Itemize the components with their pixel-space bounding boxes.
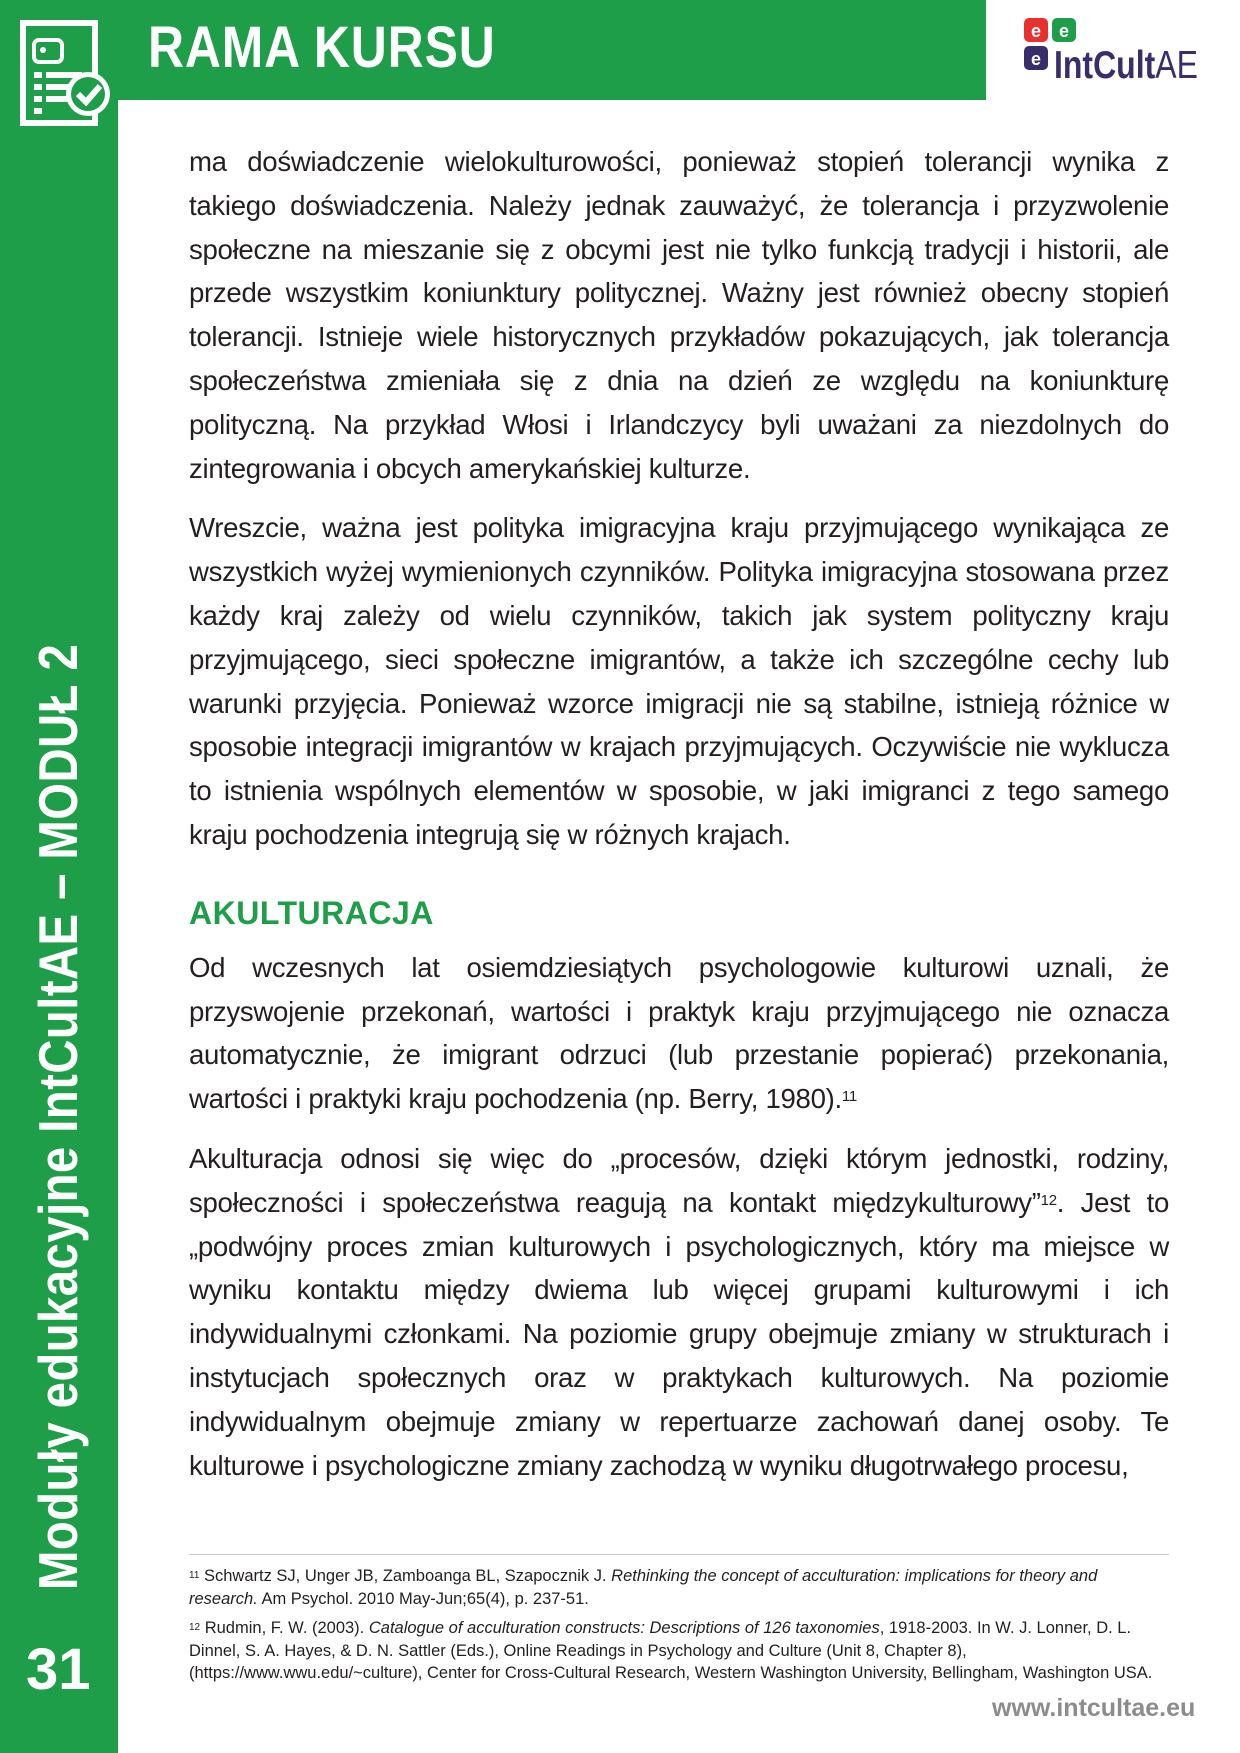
svg-text:e: e: [1030, 21, 1042, 41]
page-number: 31: [26, 1637, 91, 1702]
section-heading: AKULTURACJA: [189, 894, 434, 931]
footnote-12: $^{12}$ Rudmin, F. W. (2003). Catalogue of acculturation constructs: Descriptions of 126 taxonomies, 1918-2003. In W. J. Lonner, D. L. Dinnel, S. A. Hayes, & D. N. Sattler (Eds.), Online Readings in Psychology and Culture (Unit 8, Chapter 8), (https://www.wwu.edu/~culture), Center for Cross-Cultural Research, Western Washington University, Bellingham, Washington USA.: [189, 1619, 1153, 1682]
paragraph: Od wczesnych lat osiemdziesiątych psychologowie kulturowi uznali, że przyswojenie przekonań, wartości i praktyk kraju przyjmującego nie oznacza automatycznie, że imigrant odrzuci (lub przestanie popierać) przekonania, wartości i praktyki kraju pochodzenia (np. Berry, 1980).$^{11}$: [189, 951, 1169, 1115]
paragraph: Akulturacja odnosi się więc do „procesów, dzięki którym jednostki, rodziny, społeczności i społeczeństwa reagują na kontakt międzykulturowy”$^{12}$. Jest to „podwójny proces zmian kulturowych i psychologicznych, który ma miejsce w wyniku kontaktu między dwiema lub więcej grupami kulturowymi i ich indywidualnymi członkami. Na poziomie grupy obejmuje zmiany w strukturach i instytucjach społecznych oraz w praktykach kulturowych. Na poziomie indywidualnym obejmuje zmiany w repertuarze zachowań danej osoby. Te kulturowe i psychologiczne zmiany zachodzą w wyniku długotrwałego procesu,: [189, 1142, 1169, 1481]
footnote-ref[interactable]: 11: [841, 1088, 857, 1106]
checklist-document-icon: [20, 20, 118, 130]
footnote-ref[interactable]: 12: [1040, 1191, 1057, 1209]
culture-link[interactable]: https://www.wwu.edu/~culture: [194, 1664, 413, 1682]
website-link[interactable]: www.intcultae.eu: [992, 1694, 1196, 1722]
page-title: RAMA KURSU: [148, 15, 496, 80]
main-content: [189, 140, 1169, 1503]
paragraph: Wreszcie, ważna jest polityka imigracyjna kraju przyjmującego wynikająca ze wszystkich wyżej wymienionych czynników. Polityka imigracyjna stosowana przez każdy kraj zależy od wielu czynników, takich jak system polityczny kraju przyjmującego, sieci społeczne imigrantów, a także ich szczególne cechy lub warunki przyjęcia. Ponieważ wzorce imigracji nie są stabilne, istnieją różnice w sposobie integracji imigrantów w krajach przyjmujących. Oczywiście nie wyklucza to istnienia wspólnych elementów w sposobie, w jaki imigranci z tego samego kraju pochodzenia integrują się w różnych krajach.: [189, 512, 1169, 850]
logo-text: IntCultAE: [1054, 44, 1198, 87]
footnotes: [189, 1565, 1169, 1692]
paragraph: ma doświadczenie wielokulturowości, ponieważ stopień tolerancji wynika z takiego doświadczenia. Należy jednak zauważyć, że tolerancja i przyzwolenie społeczne na mieszanie się z obcymi jest nie tylko funkcją tradycji i historii, ale przede wszystkim koniunktury politycznej. Ważny jest również obecny stopień tolerancji. Istnieje wiele historycznych przykładów pokazujących, jak tolerancja społeczeństwa zmieniała się z dnia na dzień ze względu na koniunkturę polityczną. Na przykład Włosi i Irlandczycy byli uważani za niezdolnych do zintegrowania i obcych amerykańskiej kulturze.: [189, 146, 1169, 484]
svg-text:e: e: [1058, 21, 1070, 41]
footnote-11: $^{11}$ Schwartz SJ, Unger JB, Zamboanga BL, Szapocznik J. Rethinking the concept of acculturation: implications for theory and research. Am Psychol. 2010 May-Jun;65(4), p. 237-51.: [189, 1567, 1098, 1608]
svg-text:e: e: [1030, 49, 1042, 69]
footnote-divider: [189, 1554, 1169, 1555]
vertical-module-title: Moduły edukacyjne IntCultAE – MODUŁ 2: [27, 643, 89, 1590]
